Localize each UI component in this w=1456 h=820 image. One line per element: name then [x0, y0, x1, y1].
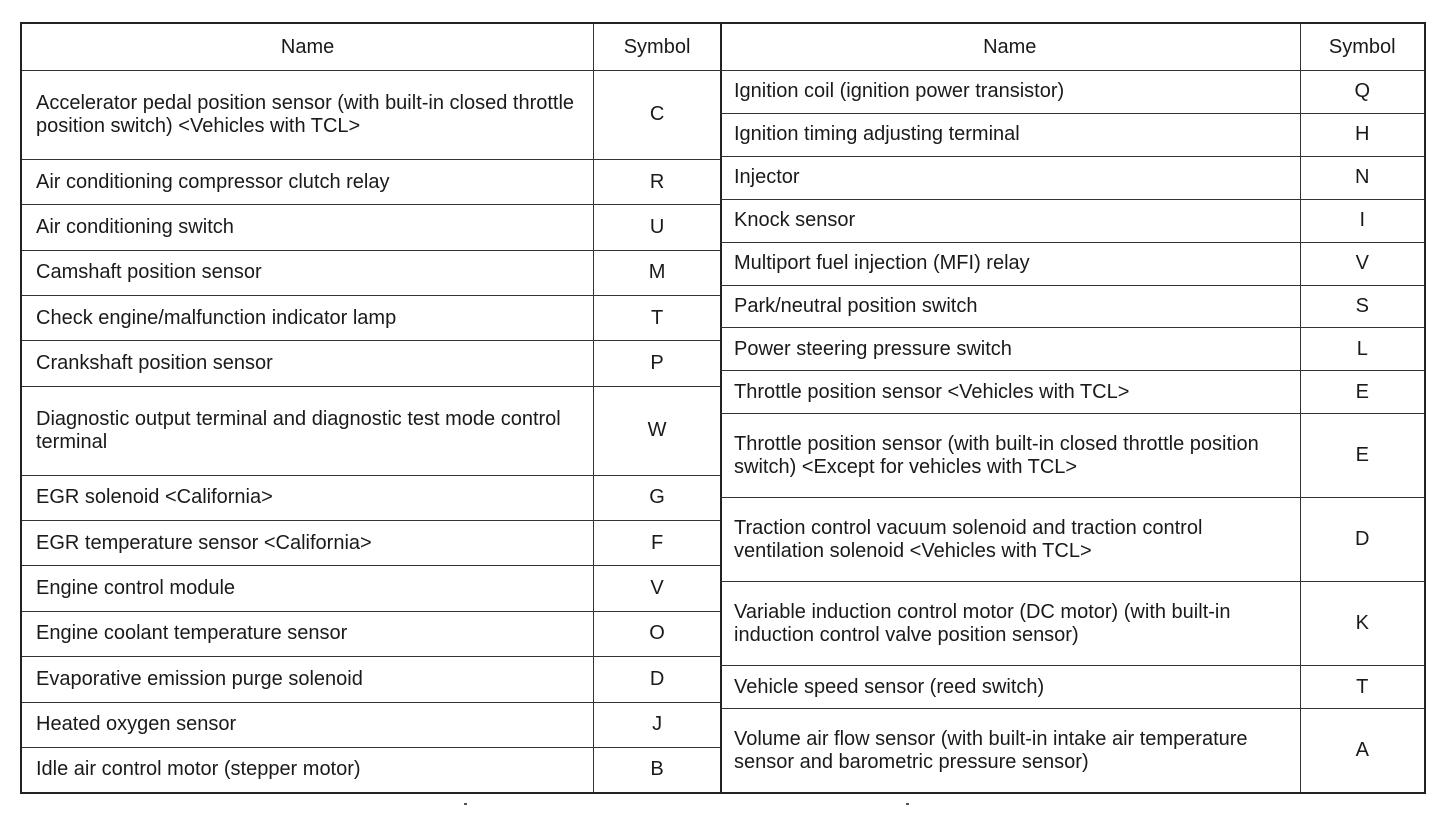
left-table-section	[22, 24, 722, 792]
component-name-cell: Power steering pressure switch	[720, 328, 1300, 371]
table-row	[22, 341, 720, 386]
component-name-cell: Traction control vacuum solenoid and traction control ventilation solenoid <Vehicles with TCL>	[720, 498, 1300, 582]
component-name-cell: Throttle position sensor <Vehicles with TCL>	[720, 371, 1300, 414]
component-name-cell: Engine control module	[22, 566, 594, 611]
component-name-cell: EGR solenoid <California>	[22, 475, 594, 520]
table-row	[22, 657, 720, 702]
symbol-column-header: Symbol	[594, 24, 720, 71]
table-row	[22, 71, 720, 160]
table-row	[22, 159, 720, 204]
name-column-header: Name	[720, 24, 1300, 71]
table-row	[22, 521, 720, 566]
component-symbol-cell: A	[1300, 709, 1424, 792]
table-row	[720, 498, 1424, 582]
symbol-column-header: Symbol	[1300, 24, 1424, 71]
table-row	[22, 611, 720, 656]
component-symbol-cell: H	[1300, 113, 1424, 156]
component-name-cell: Engine coolant temperature sensor	[22, 611, 594, 656]
component-name-cell: Accelerator pedal position sensor (with built-in closed throttle position switch) <Vehicles with TCL>	[22, 71, 594, 160]
table-row	[720, 113, 1424, 156]
scan-speck	[906, 803, 909, 805]
component-symbol-cell: N	[1300, 156, 1424, 199]
component-symbol-cell: T	[594, 296, 720, 341]
component-name-cell: Idle air control motor (stepper motor)	[22, 747, 594, 792]
table-row	[720, 285, 1424, 328]
component-name-cell: Park/neutral position switch	[720, 285, 1300, 328]
component-name-cell: Variable induction control motor (DC motor) (with built-in induction control valve position sensor)	[720, 582, 1300, 666]
component-symbol-cell: O	[594, 611, 720, 656]
left-table	[22, 24, 720, 792]
table-row	[720, 709, 1424, 792]
table-row	[22, 386, 720, 475]
left-table-body	[22, 71, 720, 793]
component-name-cell: Knock sensor	[720, 199, 1300, 242]
table-row	[720, 414, 1424, 498]
component-symbol-cell: V	[594, 566, 720, 611]
component-name-cell: Throttle position sensor (with built-in closed throttle position switch) <Except for vehicles with TCL>	[720, 414, 1300, 498]
component-symbol-cell: P	[594, 341, 720, 386]
table-row	[720, 199, 1424, 242]
component-name-cell: Air conditioning switch	[22, 205, 594, 250]
table-row	[22, 296, 720, 341]
component-symbol-cell: M	[594, 250, 720, 295]
component-symbol-cell: E	[1300, 414, 1424, 498]
component-name-cell: Air conditioning compressor clutch relay	[22, 159, 594, 204]
table-row	[720, 666, 1424, 709]
component-name-cell: Vehicle speed sensor (reed switch)	[720, 666, 1300, 709]
scan-speck	[464, 803, 467, 805]
table-row	[720, 328, 1424, 371]
component-name-cell: Camshaft position sensor	[22, 250, 594, 295]
component-name-cell: Ignition coil (ignition power transistor)	[720, 71, 1300, 114]
component-symbol-cell: B	[594, 747, 720, 792]
table-row	[22, 250, 720, 295]
component-symbol-cell: F	[594, 521, 720, 566]
component-symbol-cell: T	[1300, 666, 1424, 709]
component-symbol-cell: V	[1300, 242, 1424, 285]
name-column-header: Name	[22, 24, 594, 71]
component-symbol-cell: K	[1300, 582, 1424, 666]
table-row	[720, 582, 1424, 666]
component-symbol-cell: S	[1300, 285, 1424, 328]
component-name-cell: Evaporative emission purge solenoid	[22, 657, 594, 702]
component-symbol-cell: I	[1300, 199, 1424, 242]
component-name-cell: Injector	[720, 156, 1300, 199]
component-symbol-cell: D	[594, 657, 720, 702]
component-name-cell: Heated oxygen sensor	[22, 702, 594, 747]
component-symbol-cell: U	[594, 205, 720, 250]
component-symbol-table	[20, 22, 1426, 794]
component-symbol-cell: W	[594, 386, 720, 475]
table-row	[22, 702, 720, 747]
component-symbol-cell: D	[1300, 498, 1424, 582]
right-table	[720, 24, 1424, 792]
right-table-body	[720, 71, 1424, 793]
component-name-cell: Diagnostic output terminal and diagnostic test mode control terminal	[22, 386, 594, 475]
table-row	[22, 475, 720, 520]
table-row	[720, 71, 1424, 114]
component-symbol-cell: E	[1300, 371, 1424, 414]
table-row	[22, 566, 720, 611]
header-row	[720, 24, 1424, 71]
component-name-cell: Volume air flow sensor (with built-in intake air temperature sensor and barometric pressure sensor)	[720, 709, 1300, 792]
table-row	[720, 242, 1424, 285]
right-table-section	[720, 24, 1424, 792]
component-name-cell: Multiport fuel injection (MFI) relay	[720, 242, 1300, 285]
component-symbol-cell: G	[594, 475, 720, 520]
table-row	[22, 205, 720, 250]
component-symbol-cell: J	[594, 702, 720, 747]
component-name-cell: EGR temperature sensor <California>	[22, 521, 594, 566]
component-symbol-cell: Q	[1300, 71, 1424, 114]
table-row	[22, 747, 720, 792]
component-symbol-cell: L	[1300, 328, 1424, 371]
component-name-cell: Ignition timing adjusting terminal	[720, 113, 1300, 156]
component-symbol-cell: R	[594, 159, 720, 204]
component-symbol-cell: C	[594, 71, 720, 160]
component-name-cell: Check engine/malfunction indicator lamp	[22, 296, 594, 341]
table-row	[720, 156, 1424, 199]
header-row	[22, 24, 720, 71]
table-row	[720, 371, 1424, 414]
component-name-cell: Crankshaft position sensor	[22, 341, 594, 386]
